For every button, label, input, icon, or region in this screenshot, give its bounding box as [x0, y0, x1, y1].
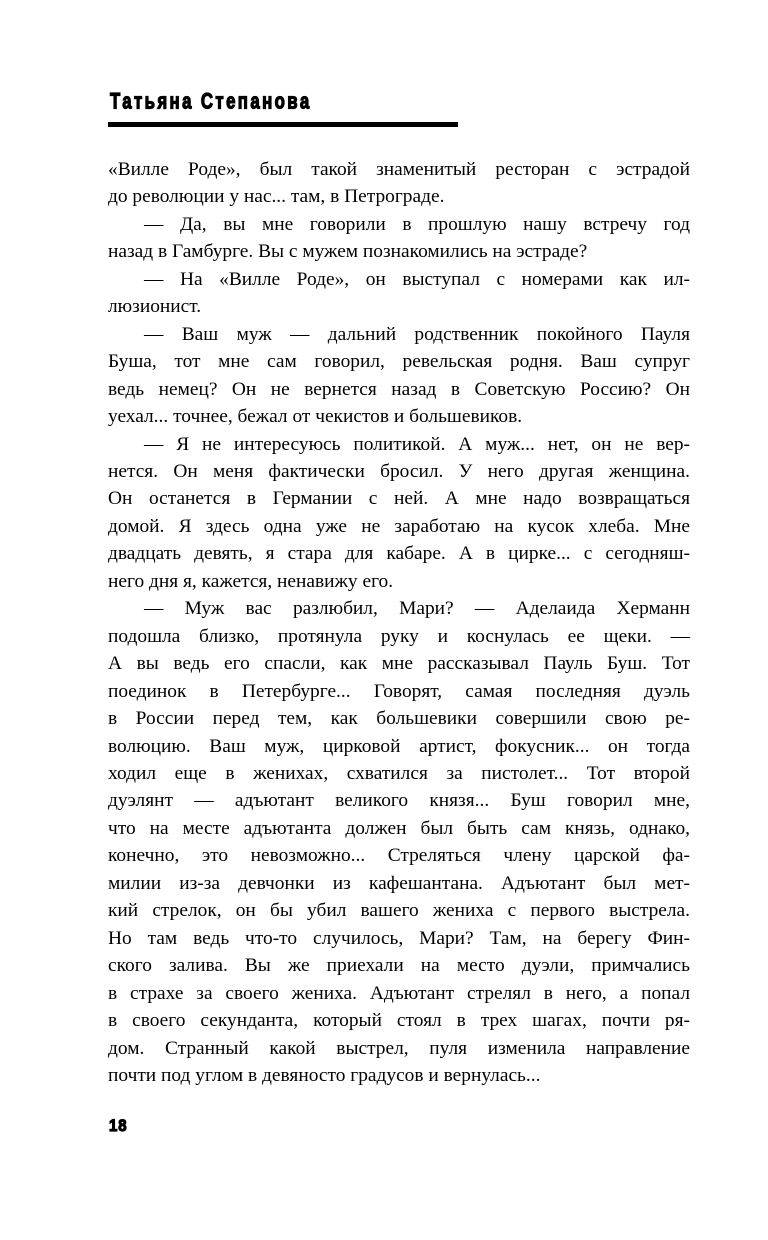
text-line: А вы ведь его спасли, как мне рассказывал Пауль Буш. Тот [108, 653, 690, 675]
text-line: него дня я, кажется, ненавижу его. [108, 570, 394, 592]
text-line: уехал... точнее, бежал от чекистов и большевиков. [108, 406, 523, 428]
text-line: назад в Гамбурге. Вы с мужем познакомились на эстраде? [108, 241, 588, 263]
text-line: волюцию. Ваш муж, цирковой артист, фокусник... он тогда [108, 735, 690, 757]
text-line: двадцать девять, я стара для кабаре. А в цирке... с сегодняш- [108, 543, 690, 565]
text-line: в страхе за своего жениха. Адъютант стрелял в него, а попал [108, 982, 690, 1004]
text-line: до революции у нас... там, в Петрограде. [108, 186, 445, 208]
text-line: дом. Странный какой выстрел, пуля изменила направление [108, 1037, 690, 1059]
text-line: ведь немец? Он не вернется назад в Советскую Россию? Он [108, 378, 690, 400]
text-line: милии из-за девчонки из кафешантана. Адъютант был мет- [108, 872, 690, 894]
running-head [110, 90, 510, 114]
text-line: нется. Он меня фактически бросил. У него другая женщина. [108, 460, 690, 482]
header-rule [108, 122, 458, 127]
text-line: поединок в Петербурге... Говорят, самая последняя дуэль [108, 680, 690, 702]
text-line: кий стрелок, он бы убил вашего жениха с первого выстрела. [108, 900, 690, 922]
text-line: в России перед тем, как большевики совершили свою ре- [108, 708, 690, 730]
text-line: «Вилле Роде», был такой знаменитый ресторан с эстрадой [108, 159, 690, 180]
text-line: домой. Я здесь одна уже не заработаю на кусок хлеба. Мне [108, 515, 690, 537]
text-line: люзионист. [108, 296, 202, 318]
text-line: почти под углом в девяносто градусов и вернулась... [108, 1064, 541, 1086]
text-line: конечно, это невозможно... Стреляться члену царской фа- [108, 845, 690, 867]
author-name: Татьяна Степанова [110, 89, 312, 114]
text-line: Он останется в Германии с ней. А мне надо возвращаться [108, 488, 690, 510]
text-line: ского залива. Вы же приехали на место дуэли, примчались [108, 955, 690, 977]
text-line: ходил еще в женихах, схватился за пистолет... Тот второй [108, 762, 690, 784]
text-line: — Муж вас разлюбил, Мари? — Аделаида Херманн [144, 598, 690, 620]
page-number: 18 [109, 1116, 128, 1135]
text-line: что на месте адъютанта должен был быть сам князь, однако, [108, 817, 690, 839]
text-line: — Ваш муж — дальний родственник покойного Пауля [144, 323, 690, 345]
text-line: Но там ведь что-то случилось, Мари? Там, на берегу Фин- [108, 927, 690, 949]
text-line: в своего секунданта, который стоял в трех шагах, почти ря- [108, 1010, 690, 1032]
text-line: Буша, тот мне сам говорил, ревельская родня. Ваш супруг [108, 351, 690, 373]
text-line: — Да, вы мне говорили в прошлую нашу встречу год [144, 213, 690, 235]
text-line: — Я не интересуюсь политикой. А муж... нет, он не вер- [144, 433, 690, 455]
text-line: подошла близко, протянула руку и коснулась ее щеки. — [108, 625, 690, 647]
text-line: — На «Вилле Роде», он выступал с номерами как ил- [144, 268, 690, 290]
text-line: дуэлянт — адъютант великого князя... Буш говорил мне, [108, 790, 690, 812]
page-text [108, 156, 690, 1089]
